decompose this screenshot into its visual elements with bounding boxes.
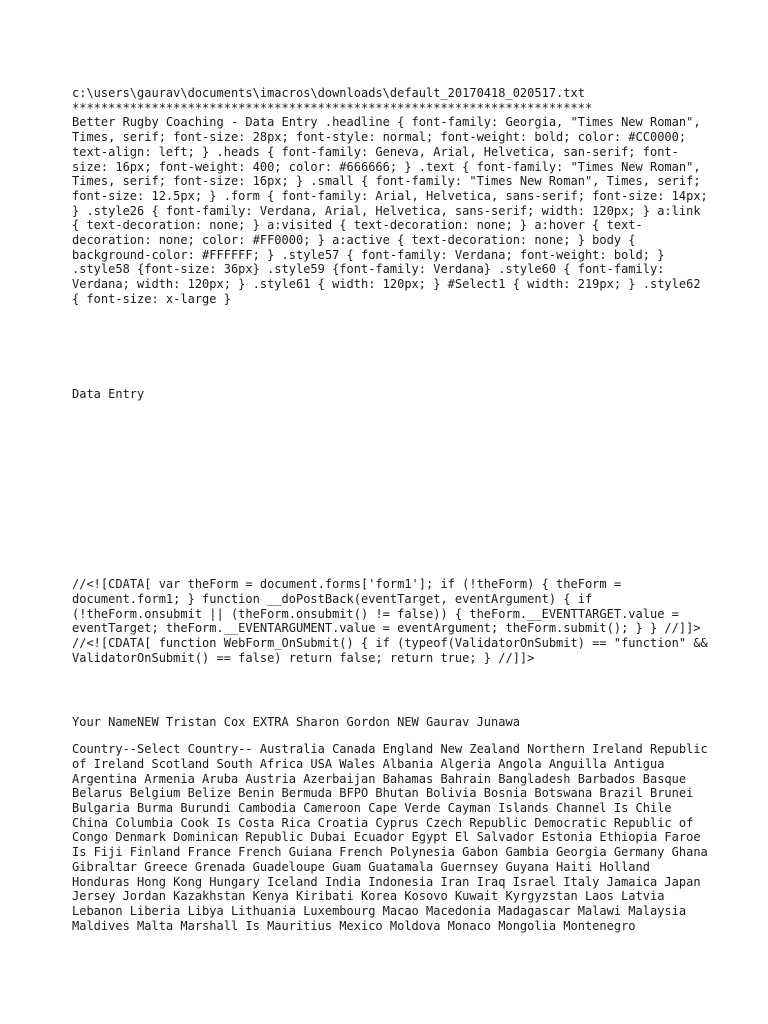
blank-space	[72, 730, 712, 742]
file-path: c:\users\gaurav\documents\imacros\downloads\default_20170418_020517.txt	[72, 86, 585, 100]
blank-space	[72, 401, 712, 489]
document-body	[72, 86, 712, 933]
blank-space	[72, 665, 712, 715]
script-dump-text: //<![CDATA[ var theForm = document.forms['form1']; if (!theForm) { theForm = document.form1; } function __doPostBack(eventTarget, eventArgument) { if (!theForm.onsubmit || (theForm.onsubmit() != false)) { theForm.__EVENTTARGET.value = eventTarget; theForm.__EVENTARGUMENT.value = eventArgument; theForm.submit(); } } //]]> //<![CDATA[ function WebForm_OnSubmit() { if (typeof(ValidatorOnSubmit) == "function" && ValidatorOnSubmit() == false) return false; return true; } //]]>	[72, 577, 708, 665]
separator-line: ************************************************************************	[72, 100, 593, 115]
country-field-text: Country--Select Country-- Australia Canada England New Zealand Northern Ireland Republic of Ireland Scotland South Africa USA Wales Albania Algeria Angola Anguilla Antigua Argentina Armenia Aruba Austria Azerbaijan Bahamas Bahrain Bangladesh Barbados Basque Belarus Belgium Belize Benin Bermuda BFPO Bhutan Bolivia Bosnia Botswana Brazil Brunei Bulgaria Burma Burundi Cambodia Cameroon Cape Verde Cayman Islands Channel Is Chile China Columbia Cook Is Costa Rica Croatia Cyprus Czech Republic Democratic Republic of Congo Denmark Dominican Republic Dubai Ecuador Egypt El Salvador Estonia Ethiopia Faroe Is Fiji Finland France French Guiana French Polynesia Gabon Gambia Georgia Germany Ghana Gibraltar Greece Grenada Guadeloupe Guam Guatamala Guernsey Guyana Haiti Holland Honduras Hong Kong Hungary Iceland India Indonesia Iran Iraq Israel Italy Jamaica Japan Jersey Jordan Kazakhstan Kenya Kiribati Korea Kosovo Kuwait Kyrgyzstan Laos Latvia Lebanon Liberia Libya Lithuania Luxembourg Macao Macedonia Madagascar Malawi Malaysia Maldives Malta Marshall Is Mauritius Mexico Moldova Monaco Mongolia Montenegro	[72, 742, 708, 933]
name-field-text: Your NameNEW Tristan Cox EXTRA Sharon Gordon NEW Gaurav Junawa	[72, 715, 520, 730]
blank-space	[72, 489, 712, 577]
blank-space	[72, 307, 712, 387]
css-dump-text: Better Rugby Coaching - Data Entry .headline { font-family: Georgia, "Times New Roman", Times, serif; font-size: 28px; font-style: normal; font-weight: bold; color: #CC0000; text-align: left; } .heads { font-family: Geneva, Arial, Helvetica, san-serif; font-size: 16px; font-weight: 400; color: #666666; } .text { font-family: "Times New Roman", Times, serif; font-size: 16px; } .small { font-family: "Times New Roman", Times, serif; font-size: 12.5px; } .form { font-family: Arial, Helvetica, sans-serif; font-size: 14px; } .style26 { font-family: Verdana, Arial, Helvetica, sans-serif; width: 120px; } a:link { text-decoration: none; } a:visited { text-decoration: none; } a:hover { text-decoration: none; color: #FF0000; } a:active { text-decoration: none; } body { background-color: #FFFFFF; } .style57 { font-family: Verdana; font-weight: bold; } .style58 {font-size: 36px} .style59 {font-family: Verdana} .style60 { font-family: Verdana; width: 120px; } .style61 { width: 120px; } #Select1 { width: 219px; } .style62 { font-size: x-large }	[72, 115, 708, 306]
page-heading: Data Entry	[72, 386, 145, 401]
